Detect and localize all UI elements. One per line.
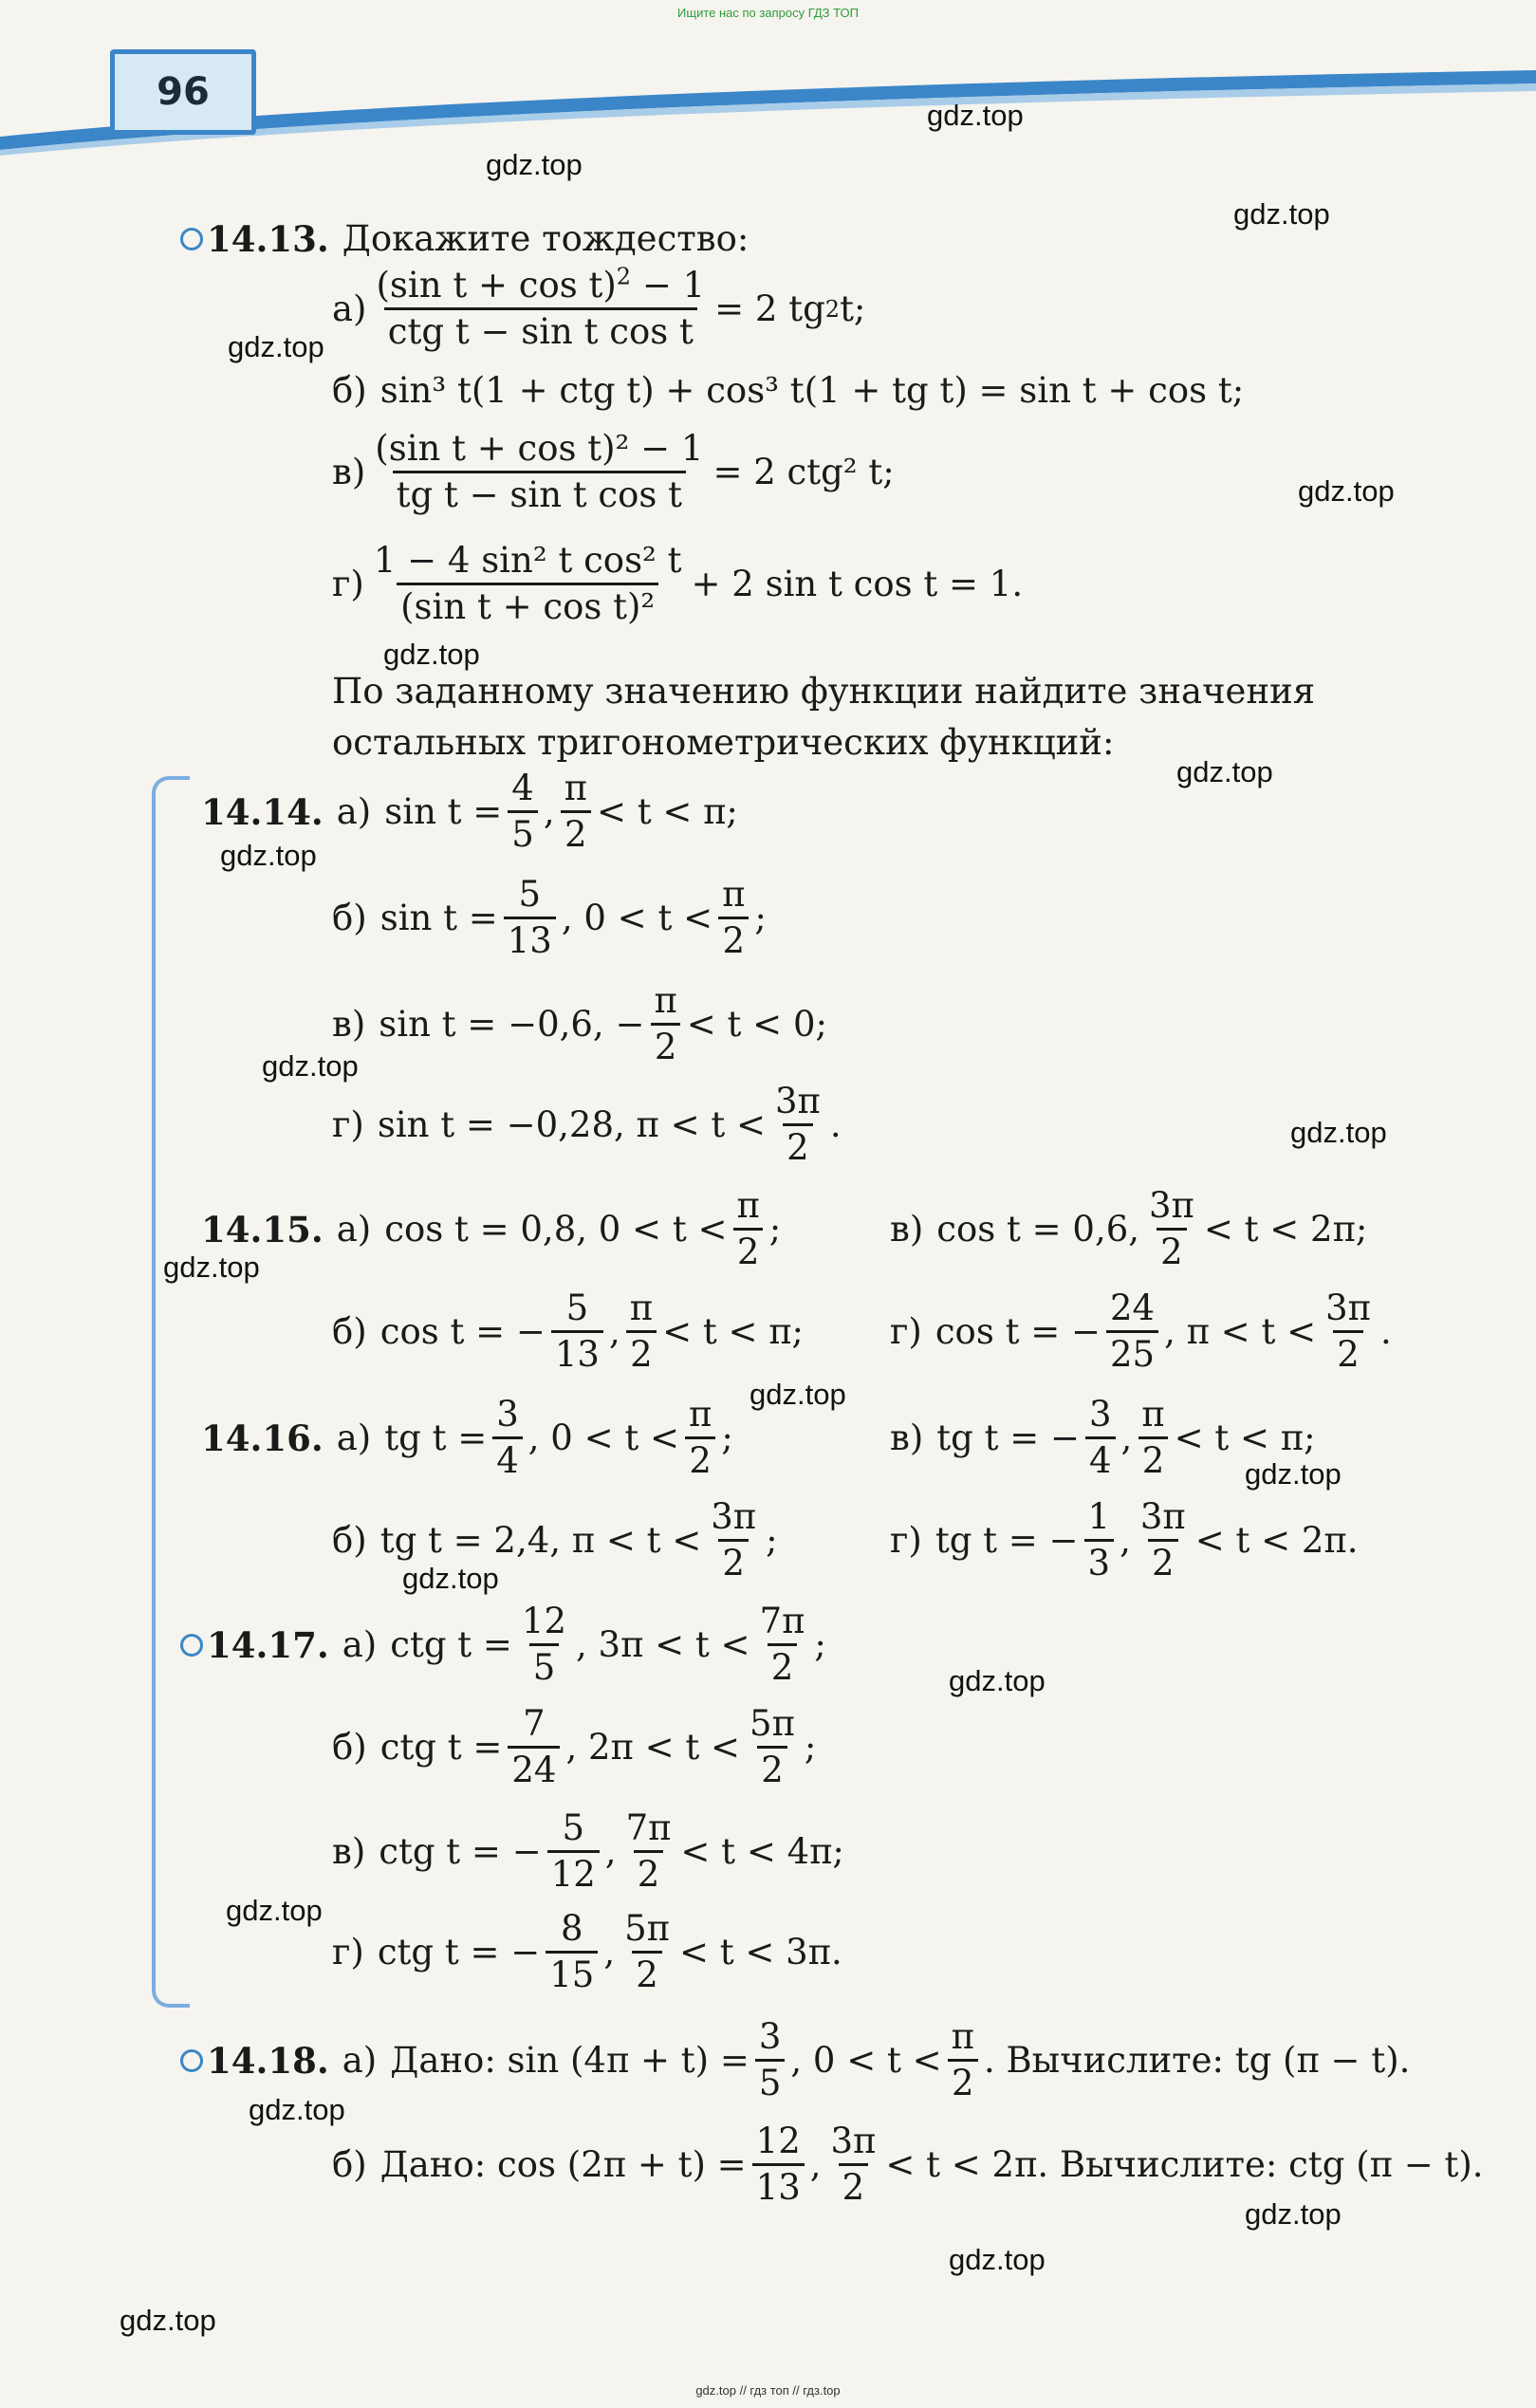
watermark: gdz.top	[1233, 197, 1330, 231]
problem-14-14-g: г) sin t = −0,28, π < t < $\frac{3\pi}{2}$ .	[332, 1081, 842, 1168]
watermark: gdz.top	[249, 2093, 345, 2126]
fraction: $\frac{\text{(sin t + cos t)² − 1}}{\text{tg t − sin t cos t}}$	[375, 428, 704, 515]
problem-14-17-g: г) ctg t = − $\frac{8}{15}$ , $\frac{5\pi}{2}$ < t < 3π.	[332, 1908, 842, 1995]
problem-14-18-b: б) Дано: cos (2π + t) = $\frac{12}{13}$ , $\frac{3\pi}{2}$ < t < 2π. Вычислите: ctg (π − t).	[332, 2121, 1484, 2208]
watermark: gdz.top	[949, 2243, 1046, 2276]
problem-14-13-g: г) $\frac{\text{1 − 4 sin² t cos² t}}{\text{(sin t + cos t)²}}$ + 2 sin t cos t = 1.	[332, 540, 1024, 627]
watermark: gdz.top	[120, 2304, 216, 2337]
problem-14-16-a: 14.16. а) tg t = $\frac{3}{4}$ , 0 < t < $\frac{\pi}{2}$ ;	[201, 1394, 733, 1481]
watermark: gdz.top	[749, 1378, 846, 1411]
watermark: gdz.top	[383, 638, 480, 671]
watermark: gdz.top	[402, 1562, 499, 1595]
instruction-text: По заданному значению функции найдите значения остальных тригонометрических функций:	[332, 671, 1316, 763]
watermark: gdz.top	[1298, 474, 1395, 508]
watermark: gdz.top	[1245, 2197, 1342, 2231]
group-bracket	[152, 776, 190, 2008]
problem-14-17-a: 14.17. а) ctg t = $\frac{12}{5}$ , 3π < t < $\frac{7\pi}{2}$ ;	[180, 1602, 826, 1688]
problem-14-13-a: а) $\frac{(\sin t + \cos t)^2 - 1}{\text{ctg t − sin t cos t}}$ = 2 tg 2 t;	[332, 263, 866, 352]
problem-14-14-v: в) sin t = −0,6, − $\frac{\pi}{2}$ < t < 0;	[332, 980, 827, 1067]
problem-14-15-g: г) cos t = − $\frac{24}{25}$ , π < t < $\frac{3\pi}{2}$ .	[890, 1287, 1392, 1375]
problem-14-13-b: б) sin³ t(1 + ctg t) + cos³ t(1 + tg t) = sin t + cos t;	[332, 370, 1245, 411]
problem-14-18-a: 14.18. а) Дано: sin (4π + t) = $\frac{3}{5}$ , 0 < t < $\frac{\pi}{2}$ . Вычислите: tg (π − t).	[180, 2017, 1410, 2103]
watermark: gdz.top	[1176, 755, 1273, 788]
problem-14-15-v: в) cos t = 0,6, $\frac{3\pi}{2}$ < t < 2π;	[890, 1185, 1368, 1272]
watermark: gdz.top	[226, 1894, 323, 1927]
problem-14-17-b: б) ctg t = $\frac{7}{24}$ , 2π < t < $\frac{5\pi}{2}$ ;	[332, 1703, 817, 1790]
problem-14-13-title: 14.13. Докажите тождество:	[180, 218, 749, 260]
problem-14-17-v: в) ctg t = − $\frac{5}{12}$ , $\frac{7\pi}{2}$ < t < 4π;	[332, 1807, 844, 1895]
problem-14-14-b: б) sin t = $\frac{5}{13}$ , 0 < t < $\frac{\pi}{2}$ ;	[332, 874, 767, 961]
watermark: gdz.top	[949, 1664, 1046, 1697]
watermark: gdz.top	[486, 148, 583, 181]
problem-14-16-g: г) tg t = − $\frac{1}{3}$ , $\frac{3\pi}{2}$ < t < 2π.	[890, 1496, 1359, 1584]
problem-14-13-v: в) $\frac{\text{(sin t + cos t)² − 1}}{\text{tg t − sin t cos t}}$ = 2 ctg² t;	[332, 428, 895, 515]
problem-14-14-a: 14.14. а) sin t = $\frac{4}{5}$ , $\frac{\pi}{2}$ < t < π;	[201, 768, 738, 855]
top-notice: Ищите нас по запросу ГДЗ ТОП	[677, 6, 859, 20]
watermark: gdz.top	[1245, 1457, 1342, 1491]
watermark: gdz.top	[927, 99, 1024, 132]
bottom-notice: gdz.top // гдз топ // гдз.top	[695, 2383, 841, 2398]
fraction: $\frac{(\sin t + \cos t)^2 - 1}{\text{ctg t − sin t cos t}}$	[376, 263, 706, 352]
page-number: 96	[110, 49, 256, 135]
fraction: $\frac{\text{1 − 4 sin² t cos² t}}{\text{(sin t + cos t)²}}$	[373, 540, 682, 627]
circle-marker-icon	[180, 2049, 203, 2072]
watermark: gdz.top	[1290, 1116, 1387, 1149]
watermark: gdz.top	[220, 839, 317, 872]
problem-14-15-a: 14.15. а) cos t = 0,8, 0 < t < $\frac{\pi}{2}$ ;	[201, 1185, 782, 1272]
circle-marker-icon	[180, 228, 203, 250]
problem-14-16-b: б) tg t = 2,4, π < t < $\frac{3\pi}{2}$ ;	[332, 1496, 778, 1584]
watermark: gdz.top	[262, 1049, 359, 1083]
problem-14-16-v: в) tg t = − $\frac{3}{4}$ , $\frac{\pi}{2}$ < t < π;	[890, 1394, 1316, 1481]
circle-marker-icon	[180, 1634, 203, 1657]
watermark: gdz.top	[228, 330, 324, 363]
problem-14-15-b: б) cos t = − $\frac{5}{13}$ , $\frac{\pi}{2}$ < t < π;	[332, 1287, 805, 1375]
watermark: gdz.top	[163, 1250, 260, 1284]
